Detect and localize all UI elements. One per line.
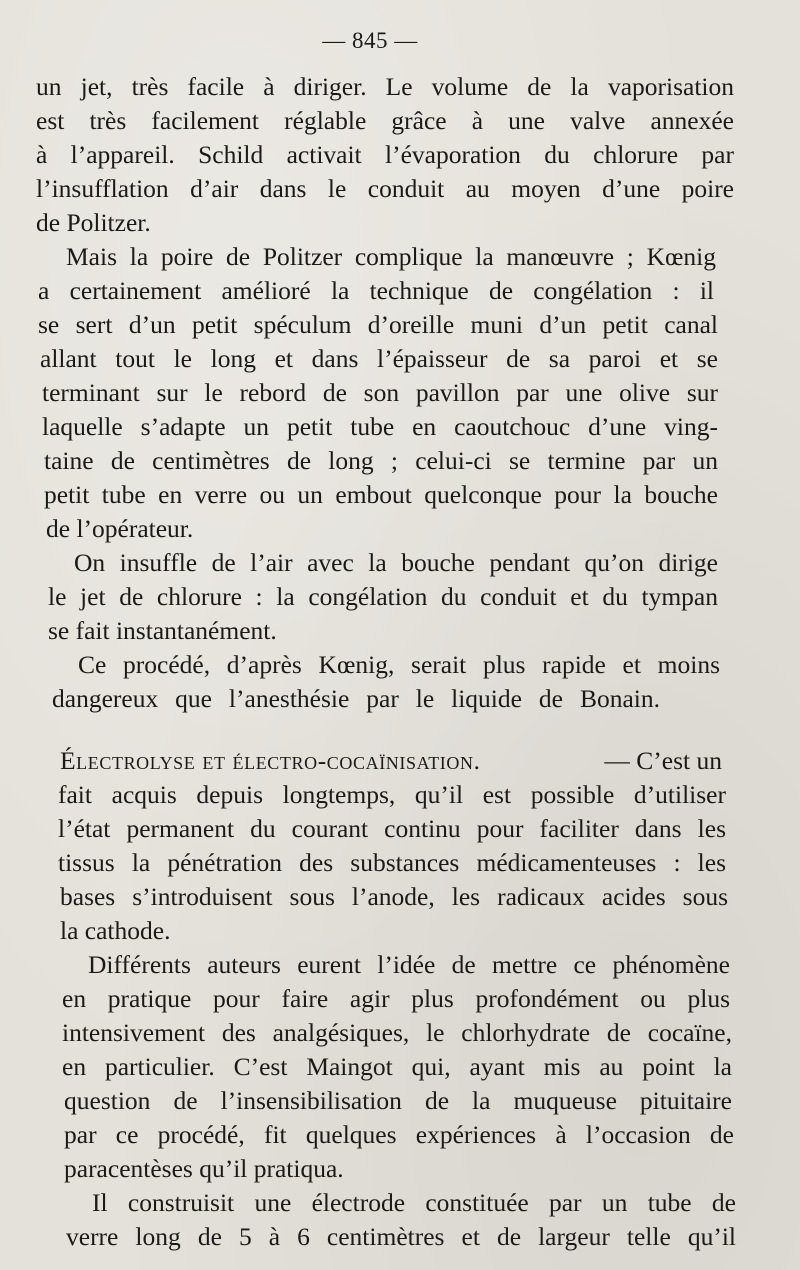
text-line: On insuffle de l’air avec la bouche pendant qu’on dirige: [74, 548, 718, 577]
text-line: Mais la poire de Politzer complique la manœuvre ; Kœnig: [66, 242, 716, 271]
text-fragment: — C’est un: [604, 746, 722, 775]
text-line: est très facilement réglable grâce à une valve annexée: [36, 106, 734, 135]
text-line: fait acquis depuis longtemps, qu’il est possible d’utiliser: [58, 780, 726, 809]
text-line: à l’appareil. Schild activait l’évaporation du chlorure par: [36, 140, 734, 169]
text-line: de l’opérateur.: [46, 514, 194, 543]
text-line: laquelle s’adapte un petit tube en caoutchouc d’une ving-: [42, 412, 718, 441]
page-number: — 845 —: [322, 28, 418, 53]
text-line: la cathode.: [60, 916, 171, 945]
text-line: question de l’insensibilisation de la muqueuse pituitaire: [64, 1086, 732, 1115]
text-line: se sert d’un petit spéculum d’oreille muni d’un petit canal: [38, 310, 718, 339]
section-heading-line: [60, 744, 722, 778]
text-line: Il construisit une électrode constituée par un tube de: [92, 1188, 736, 1217]
text-line: un jet, très facile à diriger. Le volume de la vaporisation: [36, 72, 734, 101]
text-line: le jet de chlorure : la congélation du conduit et du tympan: [48, 582, 718, 611]
text-line: Différents auteurs eurent l’idée de mettre ce phénomène: [88, 950, 730, 979]
text-line: en pratique pour faire agir plus profondément ou plus: [62, 984, 730, 1013]
text-line: se fait instantanément.: [48, 616, 277, 645]
text-line: terminant sur le rebord de son pavillon par une olive sur: [42, 378, 718, 407]
text-line: taine de centimètres de long ; celui-ci se termine par un: [44, 446, 718, 475]
text-line: bases s’introduisent sous l’anode, les radicaux acides sous: [60, 882, 728, 911]
text-line: par ce procédé, fit quelques expériences à l’occasion de: [64, 1120, 734, 1149]
text-line: de Politzer.: [36, 208, 151, 237]
text-line: en particulier. C’est Maingot qui, ayant mis au point la: [62, 1052, 732, 1081]
text-line: petit tube en verre ou un embout quelconque pour la bouche: [44, 480, 718, 509]
text-line: tissus la pénétration des substances médicamenteuses : les: [58, 848, 726, 877]
section-heading: Électrolyse et électro-cocaïnisation.: [60, 746, 481, 775]
text-line: l’insufflation d’air dans le conduit au moyen d’une poire: [36, 174, 734, 203]
text-line: a certainement amélioré la technique de congélation : il: [38, 276, 714, 305]
text-line: intensivement des analgésiques, le chlorhydrate de cocaïne,: [62, 1018, 732, 1047]
text-line: allant tout le long et dans l’épaisseur de sa paroi et se: [40, 344, 718, 373]
text-line: paracentèses qu’il pratiqua.: [64, 1154, 344, 1183]
text-line: verre long de 5 à 6 centimètres et de largeur telle qu’il: [66, 1222, 736, 1251]
text-line: l’état permanent du courant continu pour faciliter dans les: [58, 814, 726, 843]
text-line: dangereux que l’anesthésie par le liquide de Bonain.: [52, 684, 660, 713]
text-line: Ce procédé, d’après Kœnig, serait plus rapide et moins: [78, 650, 720, 679]
